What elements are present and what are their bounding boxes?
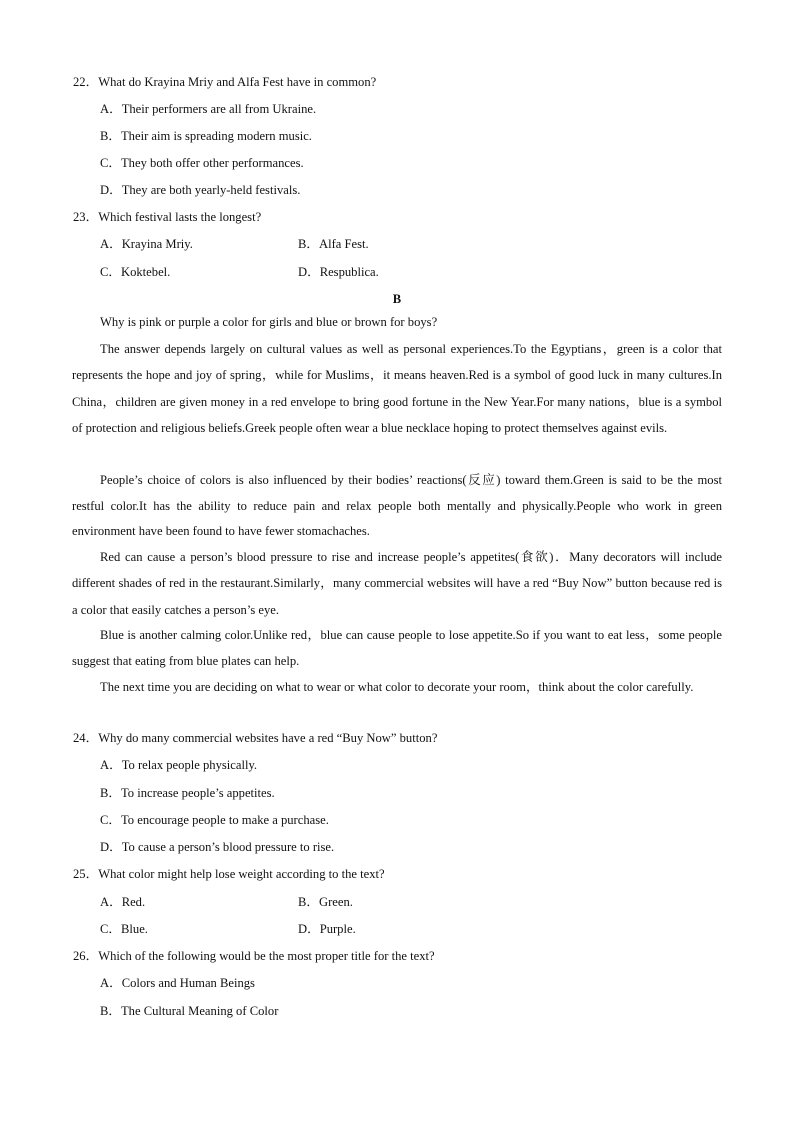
question-24-option-b: B．To increase people’s appetites. xyxy=(100,786,275,800)
question-22-option-a: A．Their performers are all from Ukraine. xyxy=(100,102,317,116)
question-24-option-a: A．To relax people physically. xyxy=(100,758,258,772)
question-23-option-c: C．Koktebel. xyxy=(100,265,171,279)
question-24-option-c: C．To encourage people to make a purchase. xyxy=(100,813,329,827)
question-26-option-a: A．Colors and Human Beings xyxy=(100,976,255,990)
question-25-option-d: D．Purple. xyxy=(298,922,356,936)
passage-paragraph-1: The answer depends largely on cultural values as well as personal experiences.To the Egyptians，green is a color that represents the hope and joy of spring，while for Muslims，it means heaven.Red is a symbol of good luck in many cultures.In China，children are given money in a red envelope to bring good fortune in the New Year.For many nations，blue is a symbol of protection and religious beliefs.Greek people often wear a blue necklace hoping to protect themselves against evils. xyxy=(72,342,722,436)
passage-paragraph-5: The next time you are deciding on what to wear or what color to decorate your room，think about the color carefully. xyxy=(100,680,694,694)
question-24-option-d: D．To cause a person’s blood pressure to rise. xyxy=(100,840,335,854)
question-23-option-b: B．Alfa Fest. xyxy=(298,237,369,251)
passage-paragraph-3: Red can cause a person’s blood pressure to rise and increase people’s appetites(食欲)．Many decorators will include different shades of red in the restaurant.Similarly，many commercial websites will have a red “Buy Now” button because red is a color that easily catches a person’s eye. xyxy=(72,550,722,617)
question-22-option-d: D．They are both yearly-held festivals. xyxy=(100,183,301,197)
passage-paragraph-2: People’s choice of colors is also influenced by their bodies’ reactions(反应) toward them.Green is said to be the most restful color.It has the ability to reduce pain and relax people both mentally and physically.People who work in green environment have been found to have fewer stomachaches. xyxy=(72,473,722,539)
question-25: 25．What color might help lose weight according to the text? xyxy=(73,867,385,881)
question-22-option-c: C．They both offer other performances. xyxy=(100,156,304,170)
question-22: 22．What do Krayina Mriy and Alfa Fest have in common? xyxy=(73,75,377,89)
question-26-option-b: B．The Cultural Meaning of Color xyxy=(100,1004,279,1018)
question-26: 26．Which of the following would be the most proper title for the text? xyxy=(73,949,435,963)
question-23-option-a: A．Krayina Mriy. xyxy=(100,237,193,251)
question-25-option-a: A．Red. xyxy=(100,895,146,909)
question-25-option-c: C．Blue. xyxy=(100,922,148,936)
question-24: 24．Why do many commercial websites have a red “Buy Now” button? xyxy=(73,731,438,745)
question-25-option-b: B．Green. xyxy=(298,895,353,909)
section-b-heading: B xyxy=(392,292,402,306)
question-22-option-b: B．Their aim is spreading modern music. xyxy=(100,129,312,143)
question-23: 23．Which festival lasts the longest? xyxy=(73,210,262,224)
section-b-intro: Why is pink or purple a color for girls and blue or brown for boys? xyxy=(100,315,438,329)
question-23-option-d: D．Respublica. xyxy=(298,265,379,279)
passage-paragraph-4: Blue is another calming color.Unlike red，blue can cause people to lose appetite.So if you want to eat less，some people suggest that eating from blue plates can help. xyxy=(72,628,722,668)
